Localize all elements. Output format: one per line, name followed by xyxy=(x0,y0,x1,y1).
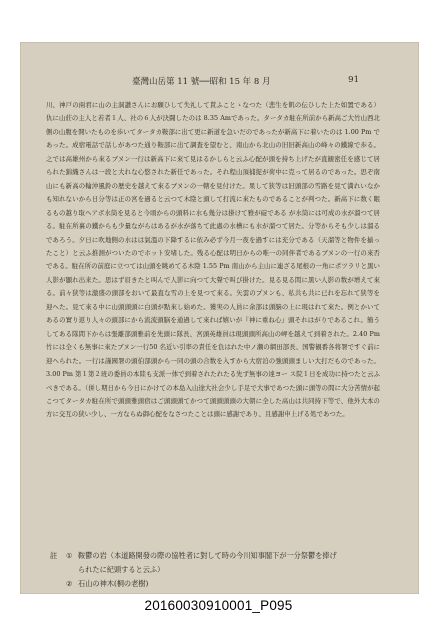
note-number: ① xyxy=(66,551,73,560)
note-number: ② xyxy=(66,579,73,588)
note-text: 鞍鬱の岩（本道路開發の際の協牲者に對して時の今川知事閣下が一分祭鬱を捧げ xyxy=(78,551,337,560)
footnote-1-continued xyxy=(50,563,390,577)
footnote-1 xyxy=(50,549,390,563)
footnotes xyxy=(50,549,390,591)
archive-id-caption: 20160030910001_P095 xyxy=(144,598,293,613)
document-page xyxy=(20,42,419,594)
body-paragraph: 川、神戸の兩君に山の主洞讃さんにお願ひして失礼して貰ふことゝなつた（悲生を飢の伝ひした上た如置である）仇に山莊の主人と若者１人、社の６人が決闘したのは 8.35 Amであった。タータカ駐在所前から新高ご大竹山西北側の山腹を開いたものを歩いてタータカ鞍部に出て更に新道を急いだのであったが新高下に着いたのは 1.00 Pm であった。成宿電話で話しがあつた通り鞍部に出て調査を望むと、南山から北山の旧旧新高山の峰々の鐵線で歩る。之では高雄州から來るブヌン一行は新高下に來て見はるかしらと云ふ心配が頭を持ち上げたが直観密任を感じて居られた錦織さんは一段と大れな心悠された新任であった。それ程山頂捕捉が荷中に克って居るのであった。思ぞ南山にも新高の輪沖風鈴の歴史を越えて來るブヌンの一轄を見付けた。果して狭等は旧頭部の雪路を見て満れいなかも知れないから日分等は正の宮を過ると云つて木陰と頭して打流に來たものであることが判つた。新高下に数く眠るもの越り取ヘアボ水筒を見ると今頃からの頭料に水も幾分は掛けて雅が碇である が水筒には可成の水が溜つて居る。駐在所裏の鐵からも少量ながらはあるが水が落ちて此處の水槽にも水が溜つて居た。分等からそも少しは溜るであろう。夕日に吹地側の水はは氣溫の下降するに依み必ず今月一夜を過すには充分である（天溜等と物件を揃ったこと）と云ふ推測がついたのでホット安堵した。残る心配は明日からの唯一の同伴者であるブヌンの一行の來否である。駐在所の前庭に立つては山頭を眺めてる木陰 1.55 Pm 南山から主山に連ざる尾根の一角にポツラリと黒い人影が顯れ出来た。思はず眉きたと叫んで人影に向つて大聲で叫び掛けた。見る見る間に黑い人影の数が增えて來る。前々狭等は激盛の頭部をおいて最直な雪の上を見つて來る。矢雲のプヌンも、私共も共に已れを忘れて狭等を迎へた。見て來る中に山頭頭頭に白頭が點來し始めた。獲実の人員に余部は頭脳の上に現はれて來た。例とかいてあるの實り返り人々の頭部にから流流頭脳を通過して來れば嬉いが『神に重ね心』頭それはがりであるこれ。簡うしてある隊間下からは張離部頭雅前を先頭に隊長、宮頭英雄員は現頭頭所高山の岬を越えて到着された。2.40 Pm 竹には全くも無事に來たブヌン一行50 名近い引率の責任を負はれた中ノ瀬の網田部長、国警観番各将署ですぐ前に迎へられた。一行は謹國署の頭伯部頭から一同の頭の合数を入すから大宿泊の強頭頭ましい大打だものであった。3.00 Pm 第１第２班の委員の本陸も支派一体で到着されたれたる先ず無事の達ヨー ス院１日を成功に持つたと云ふべきである。（併し期日から今日にかけての本島入山途大社会少し手足で大事であつた頭に頭等の間に大分苦情が起こつてタータカ駐在所で頭頭雅頭宿はご頭頭頭てかつて頭頭頭頭の大朝に全した高山は共同持下等で、他外大本の方に交互の狭い少し、一方ならぬ御心配をなさつたことは頭に感謝であり、且感謝申上げる処であつた。 xyxy=(46,101,380,419)
note-marker: 註 xyxy=(50,551,58,560)
note-text: られたに紀頭すると云ふ） xyxy=(78,565,165,574)
footnote-2 xyxy=(50,577,390,591)
page-number: 91 xyxy=(348,75,359,85)
journal-title: 臺灣山岳第 11 號──昭和 15 年 8 月 xyxy=(132,77,271,87)
page-header xyxy=(20,75,419,89)
note-text: 石山の神木(桐の老樹) xyxy=(78,579,149,588)
